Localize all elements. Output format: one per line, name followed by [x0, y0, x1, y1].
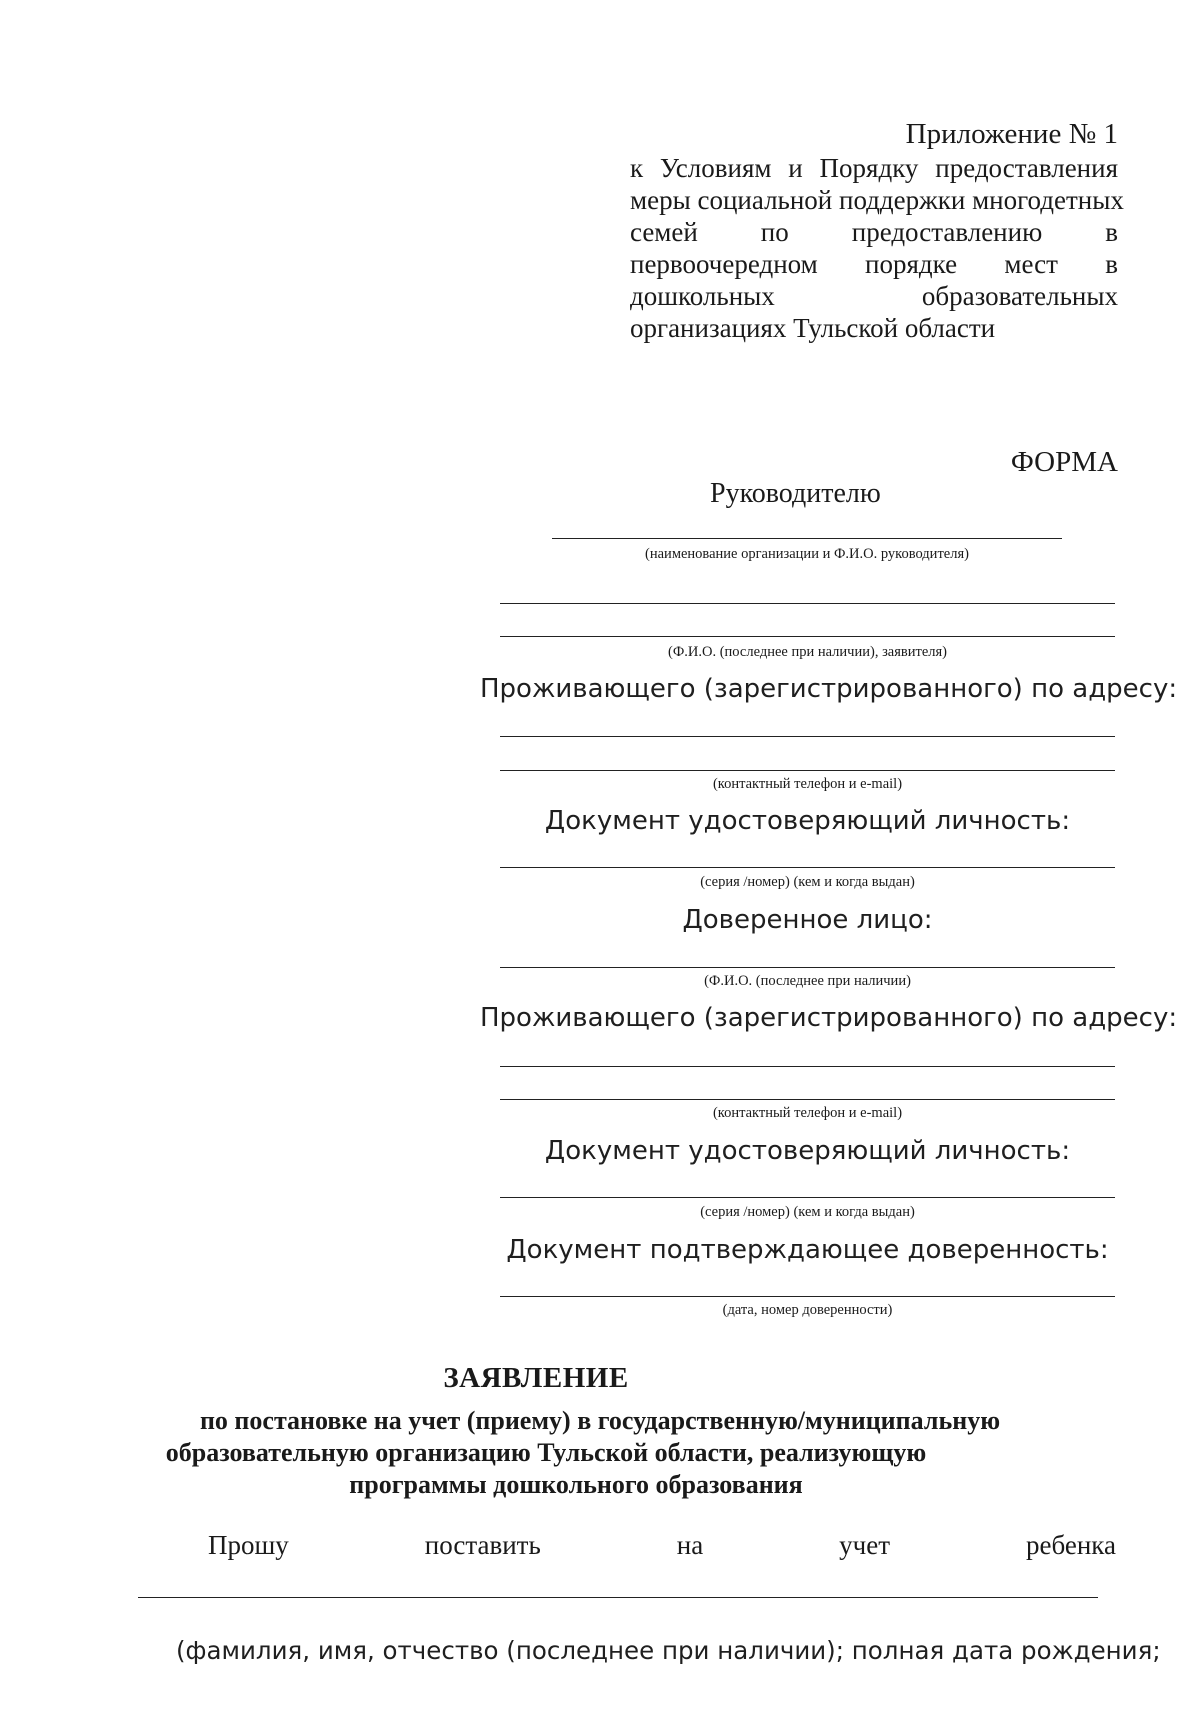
- statement-subtitle-line: образовательную организацию Тульской области, реализующую: [165, 1438, 927, 1467]
- org-head-caption: (наименование организации и Ф.И.О. руководителя): [645, 546, 969, 562]
- request-text: Прошу поставить на учет ребенка: [208, 1530, 1116, 1560]
- appendix-line: организациях Тульской области: [630, 313, 996, 343]
- trustee-heading: Доверенное лицо:: [682, 905, 933, 935]
- residence-heading: Проживающего (зарегистрированного) по адресу:: [480, 674, 1178, 704]
- appendix-number: Приложение № 1: [905, 118, 1118, 150]
- id-document-heading: Документ удостоверяющий личность:: [544, 806, 1071, 836]
- trustee-residence-line-2[interactable]: [500, 1099, 1115, 1100]
- statement-title: ЗАЯВЛЕНИЕ: [443, 1362, 629, 1394]
- appendix-line: меры социальной поддержки многодетных: [630, 185, 1124, 215]
- trustee-id-document-heading: Документ удостоверяющий личность:: [544, 1136, 1071, 1166]
- applicant-fio-caption: (Ф.И.О. (последнее при наличии), заявителя): [667, 644, 948, 660]
- trustee-residence-heading: Проживающего (зарегистрированного) по адресу:: [480, 1003, 1178, 1033]
- child-info-caption: (фамилия, имя, отчество (последнее при наличии); полная дата рождения;: [176, 1636, 1161, 1665]
- child-info-line[interactable]: [138, 1597, 1098, 1598]
- applicant-line-2[interactable]: [500, 636, 1115, 637]
- statement-subtitle-line: по постановке на учет (приему) в государственную/муниципальную: [199, 1406, 1001, 1435]
- trustee-contacts-caption: (контактный телефон и e-mail): [712, 1105, 903, 1121]
- org-head-line[interactable]: [552, 538, 1062, 539]
- power-of-attorney-heading: Документ подтверждающее доверенность:: [506, 1235, 1109, 1265]
- trustee-id-document-line[interactable]: [500, 1197, 1115, 1198]
- addressee-label: Руководителю: [710, 478, 881, 509]
- form-label: ФОРМА: [1010, 446, 1118, 478]
- residence-line-2[interactable]: [500, 770, 1115, 771]
- id-document-line[interactable]: [500, 867, 1115, 868]
- residence-line-1[interactable]: [500, 736, 1115, 737]
- power-of-attorney-line[interactable]: [500, 1296, 1115, 1297]
- trustee-id-document-caption: (серия /номер) (кем и когда выдан): [700, 1204, 915, 1220]
- applicant-line-1[interactable]: [500, 603, 1115, 604]
- appendix-line: семей по предоставлению в: [630, 217, 1118, 247]
- trustee-line[interactable]: [500, 967, 1115, 968]
- contacts-caption: (контактный телефон и e-mail): [712, 776, 903, 792]
- trustee-fio-caption: (Ф.И.О. (последнее при наличии): [704, 973, 911, 989]
- id-document-caption: (серия /номер) (кем и когда выдан): [700, 874, 915, 890]
- appendix-line: к Условиям и Порядку предоставления: [630, 153, 1118, 183]
- statement-subtitle-line: программы дошкольного образования: [349, 1470, 803, 1499]
- power-of-attorney-caption: (дата, номер доверенности): [722, 1302, 893, 1318]
- trustee-residence-line-1[interactable]: [500, 1066, 1115, 1067]
- appendix-block: [630, 118, 1124, 344]
- appendix-line: дошкольных образовательных: [630, 281, 1118, 311]
- appendix-line: первоочередном порядке мест в: [630, 249, 1118, 279]
